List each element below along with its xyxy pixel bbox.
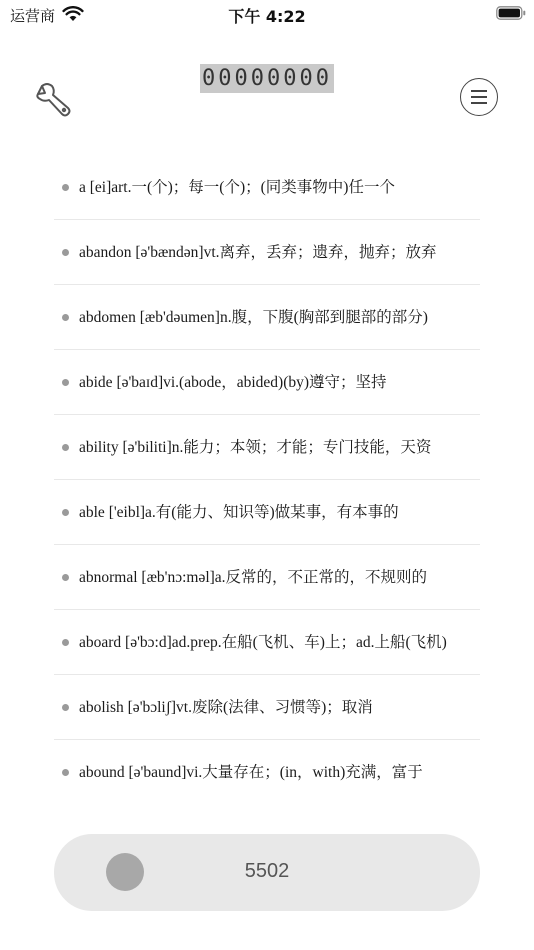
bullet-icon: [62, 444, 69, 451]
bullet-icon: [62, 574, 69, 581]
list-item[interactable]: [54, 545, 480, 610]
counter-value: 00000000: [202, 66, 332, 91]
list-item[interactable]: [54, 480, 480, 545]
bullet-icon: [62, 509, 69, 516]
word-entry-text: able ['eibl]a.有(能力、知识等)做某事，有本事的: [79, 503, 399, 521]
bullet-icon: [62, 314, 69, 321]
list-item[interactable]: [54, 415, 480, 480]
list-item[interactable]: [54, 350, 480, 415]
word-entry-text: abdomen [æb'dəumen]n.腹，下腹(胸部到腿部的部分): [79, 308, 428, 326]
bullet-icon: [62, 769, 69, 776]
word-entry-text: abound [ə'baund]vi.大量存在；(in，with)充满，富于: [79, 764, 423, 781]
bullet-icon: [62, 639, 69, 646]
bullet-icon: [62, 704, 69, 711]
word-list: [54, 155, 480, 805]
word-index-slider[interactable]: [54, 834, 480, 911]
word-entry-text: abide [ə'baɪd]vi.(abode，abided)(by)遵守；坚持: [79, 373, 387, 391]
word-entry-text: ability [ə'biliti]n.能力；本领；才能；专门技能，天资: [79, 438, 432, 456]
counter-display: [0, 64, 534, 93]
slider-value: 5502: [244, 860, 290, 882]
word-entry-text: abolish [ə'bɔliʃ]vt.废除(法律、习惯等)；取消: [79, 698, 373, 716]
list-item[interactable]: [54, 740, 480, 805]
bullet-icon: [62, 184, 69, 191]
bullet-icon: [62, 379, 69, 386]
list-item[interactable]: [54, 610, 480, 675]
bullet-icon: [62, 249, 69, 256]
list-item[interactable]: [54, 675, 480, 740]
list-item[interactable]: [54, 285, 480, 350]
status-time: 下午 4:22: [228, 7, 306, 26]
list-item[interactable]: [54, 220, 480, 285]
word-entry-text: aboard [ə'bɔ:d]ad.prep.在船(飞机、车)上；ad.上船(飞机): [79, 633, 447, 651]
carrier-label: 运营商: [10, 7, 56, 25]
word-entry-text: abandon [ə'bændən]vt.离弃，丢弃；遗弃，抛弃；放弃: [79, 243, 437, 261]
list-item[interactable]: [54, 155, 480, 220]
word-entry-text: abnormal [æb'nɔ:məl]a.反常的，不正常的，不规则的: [79, 568, 428, 586]
status-bar: [0, 0, 534, 30]
word-entry-text: a [ei]art.一(个)；每一(个)；(同类事物中)任一个: [79, 178, 395, 196]
menu-button[interactable]: [460, 78, 498, 116]
battery-icon: [496, 6, 526, 20]
